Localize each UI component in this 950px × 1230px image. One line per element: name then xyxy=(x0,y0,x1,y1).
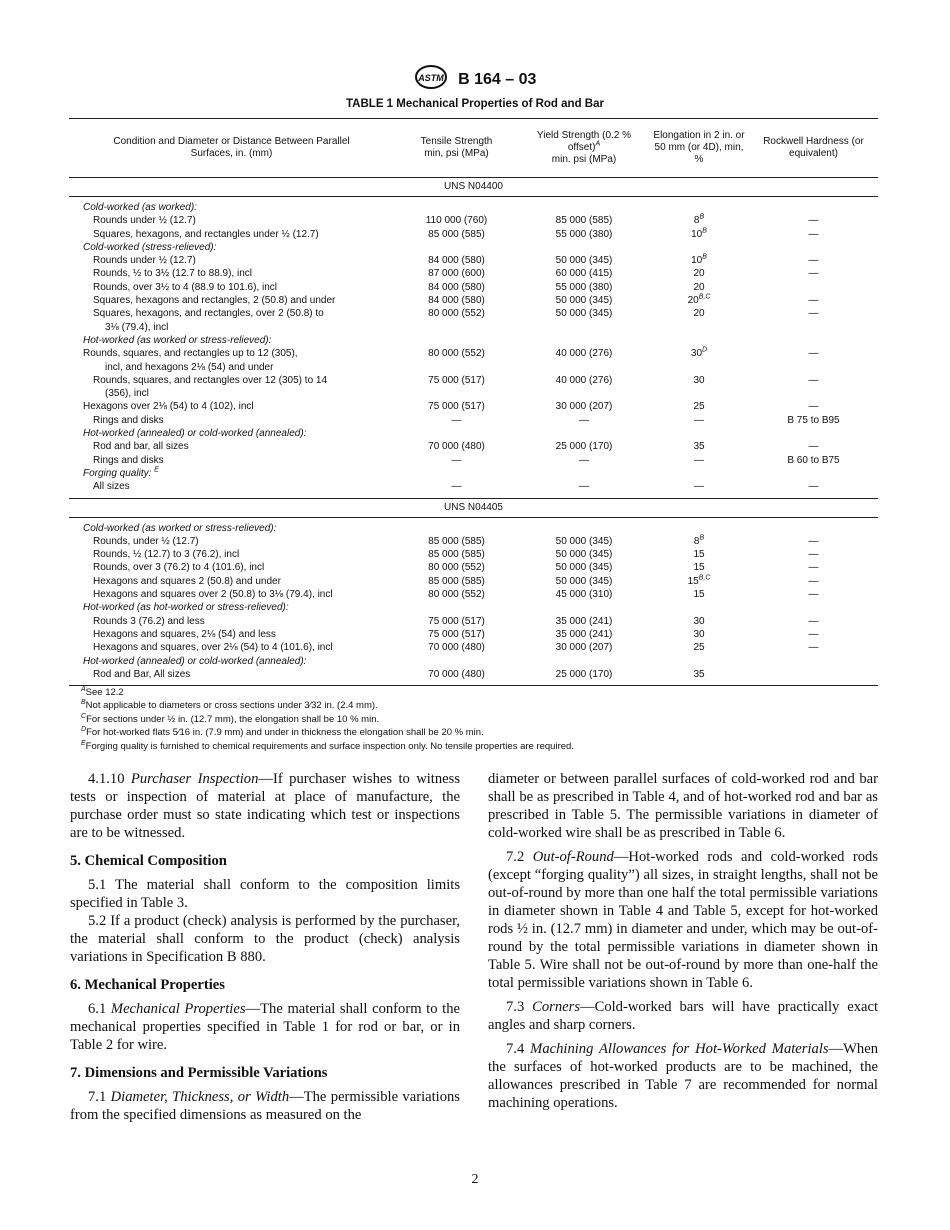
cell-tensile xyxy=(394,522,519,535)
cell-tensile: 75 000 (517) xyxy=(428,374,485,386)
cell-condition: Rounds, over 3½ to 4 (88.9 to 101.6), incl xyxy=(93,281,277,293)
cell-condition: Cold-worked (as worked or stress-relieved): xyxy=(83,522,277,534)
cell-yield: 40 000 (276) xyxy=(555,374,613,386)
table-row xyxy=(69,201,878,214)
cell-yield: 25 000 (170) xyxy=(555,668,613,680)
cell-tensile: 84 000 (580) xyxy=(428,281,485,293)
cell-yield xyxy=(519,522,649,535)
cell-rockwell xyxy=(749,281,878,294)
cell-elongation: $30^D$ xyxy=(690,346,708,360)
cell-yield: 55 000 (380) xyxy=(555,228,613,240)
cell-rockwell: — xyxy=(808,308,819,320)
cell-rockwell: B 60 to B75 xyxy=(787,454,840,466)
cell-rockwell xyxy=(749,601,878,614)
cell-elongation: $15^{B,C}$ xyxy=(687,574,711,587)
section-7-heading: 7. Dimensions and Permissible Variations xyxy=(70,1065,328,1081)
cell-rockwell: — xyxy=(808,549,819,561)
cell-condition: Cold-worked (stress-relieved): xyxy=(83,241,217,253)
cell-yield: 30 000 (207) xyxy=(555,642,613,654)
table-row xyxy=(69,440,878,453)
cell-elongation xyxy=(649,334,749,347)
cell-tensile xyxy=(394,427,519,440)
paragraph-4-1-10: 4.1.10 Purchaser Inspection—If purchaser wishes to witness tests or inspection of material at place of manufacture, the purchase order must so state indicating which test or inspections are to be witnessed. xyxy=(70,771,460,841)
section-6-heading: 6. Mechanical Properties xyxy=(70,977,225,993)
cell-rockwell xyxy=(749,201,878,214)
paragraph-7-1: 7.1 Diameter, Thickness, or Width—The permissible variations from the specified dimensions as measured on the xyxy=(70,1089,460,1123)
table-row xyxy=(69,522,878,535)
paragraph-5-1: 5.1 The material shall conform to the composition limits specified in Table 3. xyxy=(70,877,460,911)
cell-tensile: 80 000 (552) xyxy=(428,589,485,601)
cell-rockwell: — xyxy=(808,268,819,280)
cell-condition: Forging quality: $^E$ xyxy=(83,466,159,479)
cell-condition: Rings and disks xyxy=(93,454,164,466)
cell-condition: Hexagons over 2⅛ (54) to 4 (102), incl xyxy=(83,401,254,413)
cell-tensile xyxy=(394,361,519,374)
cell-elongation: 30 xyxy=(693,374,705,386)
cell-rockwell xyxy=(749,387,878,400)
cell-rockwell: — xyxy=(808,575,819,587)
cell-tensile: 84 000 (580) xyxy=(428,295,485,307)
page-number: 2 xyxy=(471,1172,479,1187)
cell-elongation: 20 xyxy=(693,281,705,293)
cell-tensile: 85 000 (585) xyxy=(428,549,485,561)
cell-condition: Rounds, ½ to 3½ (12.7 to 88.9), incl xyxy=(93,268,252,280)
cell-condition: Rounds, ½ (12.7) to 3 (76.2), incl xyxy=(93,549,240,561)
cell-elongation: $8^B$ xyxy=(693,213,705,227)
cell-elongation: 15 xyxy=(693,589,705,601)
cell-elongation: 25 xyxy=(693,642,705,654)
table-row xyxy=(69,307,878,320)
table-row xyxy=(69,214,878,227)
cell-rockwell: — xyxy=(808,642,819,654)
cell-elongation: 20 xyxy=(693,268,705,280)
table-row xyxy=(69,267,878,280)
cell-elongation: $8^B$ xyxy=(693,534,705,547)
table-row xyxy=(69,454,878,467)
cell-condition: Hot-worked (as hot-worked or stress-relieved): xyxy=(83,602,289,614)
cell-rockwell: — xyxy=(808,348,819,360)
cell-yield: 40 000 (276) xyxy=(555,348,613,360)
cell-yield xyxy=(519,387,649,400)
cell-rockwell: — xyxy=(808,481,819,493)
table-row xyxy=(69,400,878,413)
cell-yield xyxy=(519,201,649,214)
cell-elongation xyxy=(649,321,749,334)
mechanical-properties-table xyxy=(69,118,878,686)
cell-yield: 30 000 (207) xyxy=(555,401,613,413)
cell-elongation: 25 xyxy=(693,401,705,413)
standard-designation: B 164 – 03 xyxy=(458,70,537,88)
cell-tensile: 84 000 (580) xyxy=(428,255,485,267)
cell-condition: Squares, hexagons, and rectangles under ½ (12.7) xyxy=(93,228,319,240)
cell-rockwell xyxy=(749,668,878,681)
cell-yield: 50 000 (345) xyxy=(555,255,613,267)
cell-rockwell xyxy=(749,321,878,334)
cell-tensile: 75 000 (517) xyxy=(428,615,485,627)
cell-condition: Rings and disks xyxy=(93,414,164,426)
cell-condition: Rounds, over 3 (76.2) to 4 (101.6), incl xyxy=(93,562,265,574)
table-row xyxy=(69,655,878,668)
cell-elongation: 30 xyxy=(693,615,705,627)
cell-condition: Rounds under ½ (12.7) xyxy=(93,215,196,227)
cell-yield: 35 000 (241) xyxy=(555,615,613,627)
cell-condition: Rounds 3 (76.2) and less xyxy=(93,615,205,627)
cell-tensile: — xyxy=(451,454,462,466)
cell-rockwell: — xyxy=(808,255,819,267)
table-row xyxy=(69,601,878,614)
cell-tensile: 75 000 (517) xyxy=(428,401,485,413)
cell-elongation xyxy=(649,601,749,614)
cell-condition: Hot-worked (as worked or stress-relieved): xyxy=(83,334,272,346)
cell-yield: 35 000 (241) xyxy=(555,628,613,640)
cell-yield xyxy=(519,361,649,374)
cell-rockwell: — xyxy=(808,215,819,227)
page-header xyxy=(0,64,950,95)
cell-rockwell: — xyxy=(808,615,819,627)
cell-condition: Cold-worked (as worked): xyxy=(83,202,197,213)
table-row xyxy=(69,334,878,347)
cell-elongation: — xyxy=(694,414,704,426)
cell-rockwell: — xyxy=(808,295,819,307)
table-footnotes xyxy=(81,686,881,753)
cell-condition: Rounds, squares, and rectangles up to 12 (305), xyxy=(83,348,298,360)
cell-elongation: 35 xyxy=(693,441,705,453)
cell-elongation xyxy=(649,201,749,214)
cell-yield: 50 000 (345) xyxy=(555,295,613,307)
footnote: $^C$For sections under ½ in. (12.7 mm), the elongation shall be 10 % min. xyxy=(81,712,380,725)
cell-condition: Rounds, under ½ (12.7) xyxy=(93,535,199,547)
cell-condition: Rod and bar, all sizes xyxy=(93,441,189,453)
table-row xyxy=(69,294,878,307)
cell-elongation xyxy=(649,387,749,400)
cell-condition: Hexagons and squares 2 (50.8) and under xyxy=(93,575,281,587)
cell-condition: Hexagons and squares, 2⅛ (54) and less xyxy=(93,628,276,640)
cell-tensile: 80 000 (552) xyxy=(428,308,485,320)
cell-yield: — xyxy=(579,454,589,466)
table-row xyxy=(69,374,878,387)
table-row xyxy=(69,228,878,241)
section-5-heading: 5. Chemical Composition xyxy=(70,853,227,869)
cell-yield xyxy=(519,334,649,347)
cell-yield: 45 000 (310) xyxy=(555,589,613,601)
cell-rockwell: B 75 to B95 xyxy=(787,414,840,426)
table-row xyxy=(69,628,878,641)
cell-tensile: 85 000 (585) xyxy=(428,535,485,547)
cell-rockwell xyxy=(749,655,878,668)
cell-yield: 50 000 (345) xyxy=(555,575,613,587)
table-row xyxy=(69,480,878,493)
table-row xyxy=(69,254,878,267)
cell-elongation: 15 xyxy=(693,549,705,561)
header-elongation: Elongation in 2 in. or 50 mm (or 4D), min, % xyxy=(653,130,745,165)
astm-logo-icon xyxy=(414,64,448,95)
cell-yield xyxy=(519,321,649,334)
cell-yield xyxy=(519,655,649,668)
footnote: $^A$See 12.2 xyxy=(81,685,124,698)
table-row xyxy=(69,615,878,628)
cell-condition: Rounds, squares, and rectangles over 12 (305) to 14 xyxy=(93,374,328,386)
table-row xyxy=(69,281,878,294)
cell-elongation: $20^{B,C}$ xyxy=(687,293,711,307)
cell-rockwell: — xyxy=(808,401,819,413)
cell-tensile: 80 000 (552) xyxy=(428,562,485,574)
table-row xyxy=(69,561,878,574)
cell-tensile: 85 000 (585) xyxy=(428,228,485,240)
cell-condition: 3⅛ (79.4), incl xyxy=(105,321,169,333)
table-row xyxy=(69,467,878,480)
cell-elongation xyxy=(649,467,749,480)
cell-rockwell xyxy=(749,522,878,535)
cell-yield: 50 000 (345) xyxy=(555,308,613,320)
cell-rockwell: — xyxy=(808,374,819,386)
table-header xyxy=(69,119,878,177)
cell-tensile: 110 000 (760) xyxy=(425,215,488,227)
cell-tensile: — xyxy=(451,414,462,426)
cell-rockwell: — xyxy=(808,562,819,574)
cell-tensile xyxy=(394,467,519,480)
cell-tensile: 70 000 (480) xyxy=(428,642,485,654)
cell-yield: 50 000 (345) xyxy=(555,535,613,547)
table-row xyxy=(69,548,878,561)
cell-yield: 50 000 (345) xyxy=(555,562,613,574)
cell-yield xyxy=(519,241,649,254)
cell-tensile: 75 000 (517) xyxy=(428,628,485,640)
cell-yield: 25 000 (170) xyxy=(555,441,613,453)
cell-condition: Hot-worked (annealed) or cold-worked (annealed): xyxy=(83,655,307,667)
table-row xyxy=(69,641,878,654)
table-body xyxy=(69,177,878,686)
cell-condition: Rounds under ½ (12.7) xyxy=(93,255,196,267)
cell-yield: — xyxy=(579,481,589,493)
logo-text: ASTM xyxy=(417,73,444,83)
cell-condition: Squares, hexagons, and rectangles, over 2 (50.8) to xyxy=(93,308,324,320)
cell-condition: Hexagons and squares over 2 (50.8) to 3⅛ (79.4), incl xyxy=(93,589,333,601)
cell-tensile xyxy=(394,201,519,214)
cell-yield: — xyxy=(579,414,589,426)
paragraph-6-1: 6.1 Mechanical Properties—The material shall conform to the mechanical properties specified in Table 1 for rod or bar, or in Table 2 for wire. xyxy=(70,1001,461,1053)
cell-rockwell xyxy=(749,467,878,480)
cell-rockwell: — xyxy=(808,441,819,453)
cell-yield: 55 000 (380) xyxy=(555,281,613,293)
cell-condition: Squares, hexagons and rectangles, 2 (50.8) and under xyxy=(93,295,336,307)
cell-tensile: 85 000 (585) xyxy=(428,575,485,587)
table-row xyxy=(69,387,878,400)
table-row xyxy=(69,668,878,681)
cell-rockwell xyxy=(749,241,878,254)
cell-tensile: 87 000 (600) xyxy=(428,268,485,280)
cell-tensile: 80 000 (552) xyxy=(428,348,485,360)
cell-condition: (356), incl xyxy=(105,388,149,400)
table-row xyxy=(69,414,878,427)
table-row xyxy=(69,575,878,588)
paragraph-7-1-continued: diameter or between parallel surfaces of cold-worked rod and bar shall be as prescribed in Table 4, and of hot-worked rod and bar as prescribed in Table 5. The permissible variations in diameter of cold-worked wire shall be as prescribed in Table 6. xyxy=(488,771,878,841)
table-row xyxy=(69,427,878,440)
cell-rockwell xyxy=(749,427,878,440)
table-row xyxy=(69,361,878,374)
cell-yield: 60 000 (415) xyxy=(555,268,613,280)
cell-tensile xyxy=(394,321,519,334)
cell-tensile xyxy=(394,334,519,347)
cell-tensile xyxy=(394,387,519,400)
cell-elongation: $10^B$ xyxy=(691,253,707,267)
cell-tensile xyxy=(394,655,519,668)
uns-section-label: UNS N04405 xyxy=(444,501,503,513)
cell-elongation xyxy=(649,427,749,440)
header-condition: Condition and Diameter or Distance Between Parallel Surfaces, in. (mm) xyxy=(113,136,350,159)
paragraph-7-3: 7.3 Corners—Cold-worked bars will have practically exact angles and sharp corners. xyxy=(488,999,878,1033)
paragraph-7-2: 7.2 Out-of-Round—Hot-worked rods and cold-worked rods (except “forging quality”) all sizes, in straight lengths, shall not be out-of-round by more than one half the total permissible variations in diameter shown in Table 4 and Table 5, except for hot-worked rods ½ in. (12.7 mm) in diameter and under, which may be out-of-round by the total permissible variations in diameter shown in Table 5. Wire shall not be out-of-round by more than one-half the total permissible variations shown in Table 6. xyxy=(488,849,878,991)
cell-rockwell xyxy=(749,334,878,347)
left-column xyxy=(70,770,460,1124)
cell-elongation: 35 xyxy=(693,668,705,680)
footnote: $^B$Not applicable to diameters or cross sections under 3⁄32 in. (2.4 mm). xyxy=(81,699,378,712)
table-row xyxy=(69,241,878,254)
cell-condition: incl, and hexagons 2⅛ (54) and under xyxy=(105,361,274,373)
cell-elongation xyxy=(649,522,749,535)
footnote: $^D$For hot-worked flats 5⁄16 in. (7.9 mm) and under in thickness the elongation shall be 20 % min. xyxy=(81,726,484,739)
table-row xyxy=(69,588,878,601)
cell-elongation xyxy=(649,655,749,668)
cell-rockwell: — xyxy=(808,228,819,240)
cell-tensile xyxy=(394,241,519,254)
cell-rockwell xyxy=(749,361,878,374)
cell-elongation: 30 xyxy=(693,628,705,640)
paragraph-5-2: 5.2 If a product (check) analysis is performed by the purchaser, the material shall conform to the product (check) analysis variations in Specification B 880. xyxy=(70,913,460,965)
cell-condition: Hot-worked (annealed) or cold-worked (annealed): xyxy=(83,428,307,440)
table-row xyxy=(69,321,878,334)
right-column xyxy=(488,770,878,1112)
cell-elongation: 20 xyxy=(693,308,705,320)
table-row xyxy=(69,347,878,360)
cell-rockwell: — xyxy=(808,628,819,640)
header-yield: Yield Strength (0.2 % offset)$^A$ min. psi (MPa) xyxy=(536,130,632,165)
cell-yield: 85 000 (585) xyxy=(555,215,613,227)
cell-condition: Hexagons and squares, over 2⅛ (54) to 4 (101.6), incl xyxy=(93,642,333,654)
cell-elongation xyxy=(649,241,749,254)
cell-yield xyxy=(519,467,649,480)
cell-elongation: $10^B$ xyxy=(691,227,707,240)
header-tensile: Tensile Strength min, psi (MPa) xyxy=(420,136,493,159)
cell-yield xyxy=(519,427,649,440)
cell-rockwell: — xyxy=(808,589,819,601)
header-rockwell: Rockwell Hardness (or equivalent) xyxy=(763,136,864,159)
cell-elongation: — xyxy=(694,481,704,493)
cell-condition: Rod and Bar, All sizes xyxy=(93,668,191,680)
cell-yield xyxy=(519,601,649,614)
paragraph-7-4: 7.4 Machining Allowances for Hot-Worked Materials—When the surfaces of hot-worked products are to be machined, the allowances prescribed in Table 7 are recommended for normal machining operations. xyxy=(488,1041,879,1111)
footnote: $^E$Forging quality is furnished to chemical requirements and surface inspection only. No tensile properties are required. xyxy=(81,739,574,752)
uns-section-label: UNS N04400 xyxy=(444,181,503,192)
cell-tensile xyxy=(394,601,519,614)
cell-tensile: 70 000 (480) xyxy=(428,668,485,680)
cell-elongation: 15 xyxy=(693,562,705,574)
cell-tensile: 70 000 (480) xyxy=(428,441,485,453)
cell-yield: 50 000 (345) xyxy=(555,549,613,561)
table-title: TABLE 1 Mechanical Properties of Rod and Bar xyxy=(346,98,604,110)
cell-elongation: — xyxy=(694,454,704,466)
cell-rockwell: — xyxy=(808,535,819,547)
table-row xyxy=(69,535,878,548)
cell-condition: All sizes xyxy=(93,481,130,493)
cell-tensile: — xyxy=(451,481,462,493)
cell-elongation xyxy=(649,361,749,374)
